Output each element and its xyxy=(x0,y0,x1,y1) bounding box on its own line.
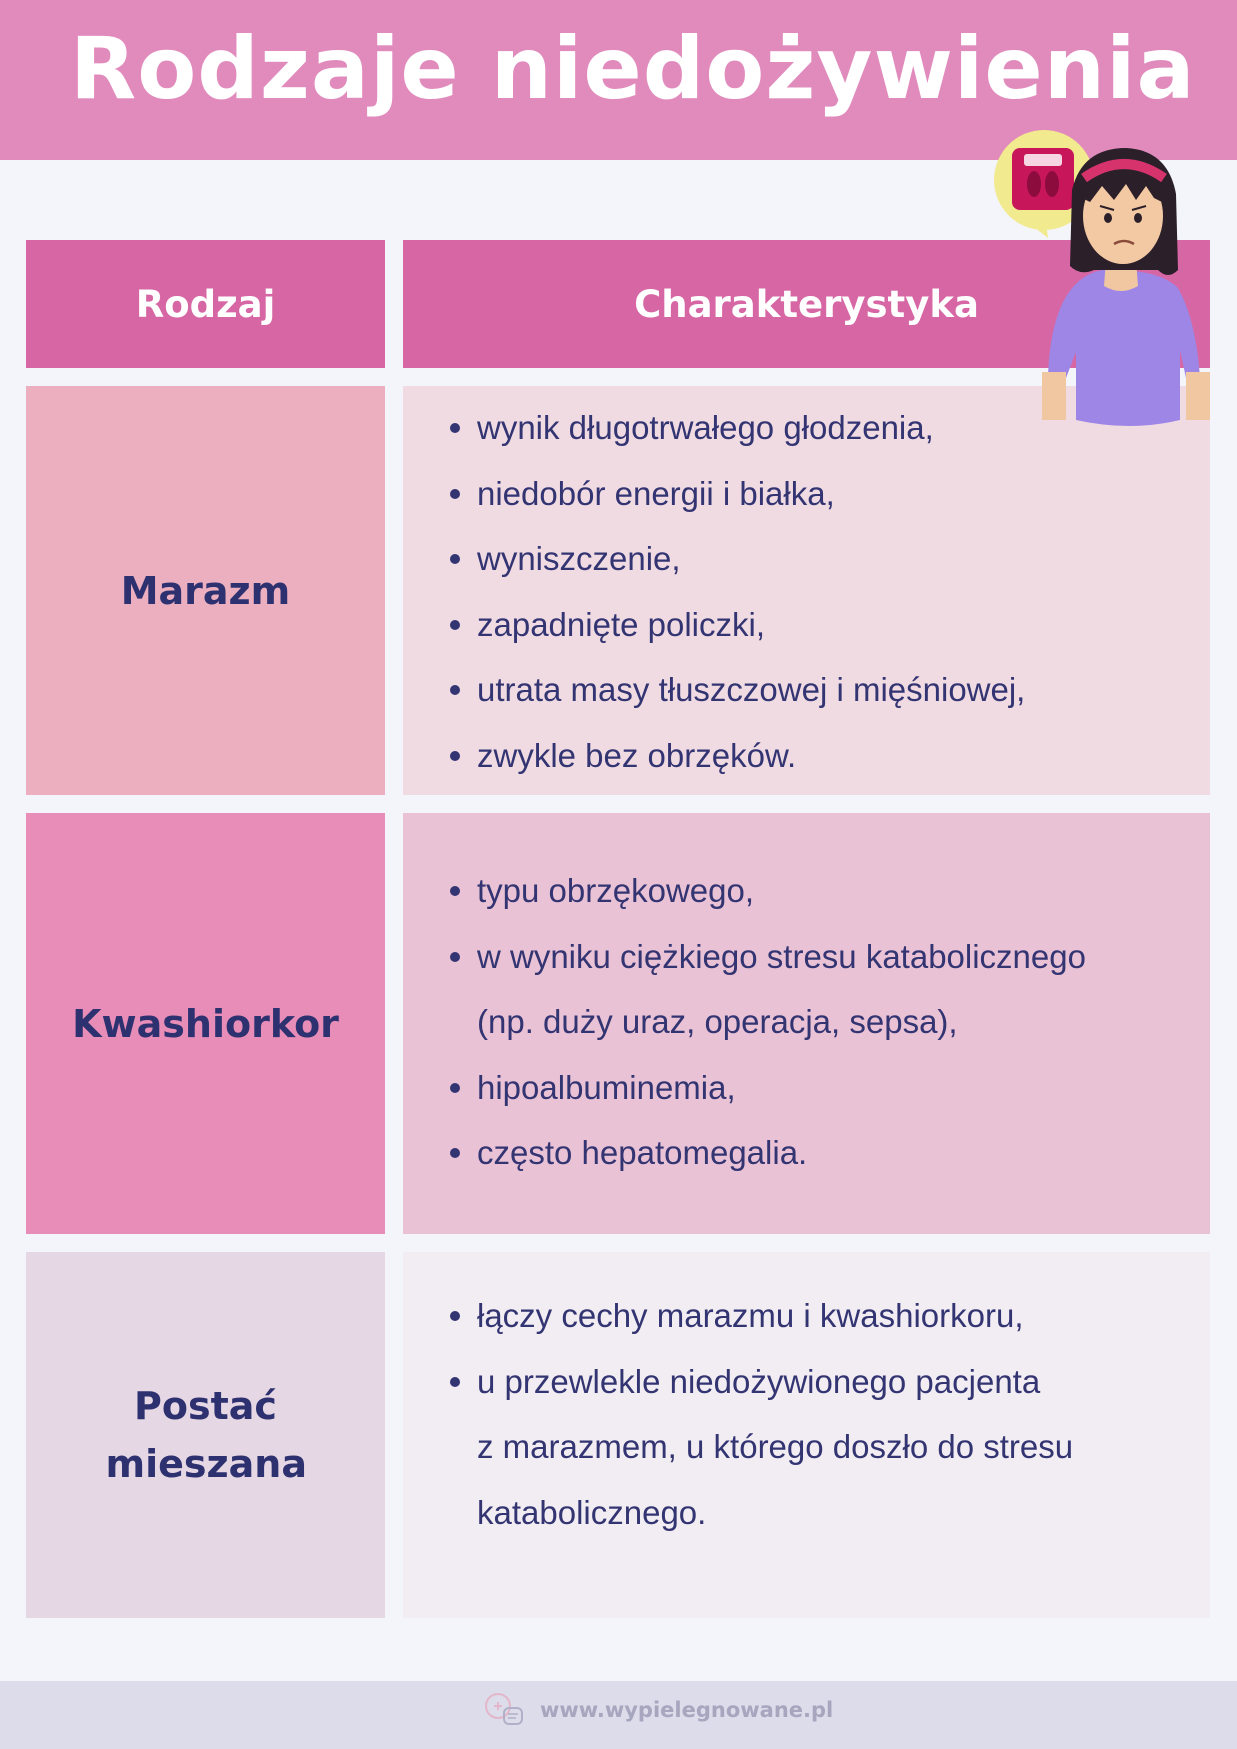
bullet-dot xyxy=(450,1377,460,1387)
list-item: zapadnięte policzki, xyxy=(477,592,1210,658)
bullet-dot xyxy=(450,1148,460,1158)
list-item-continuation: (np. duży uraz, operacja, sepsa), xyxy=(477,1003,958,1040)
list-item: wynik długotrwałego głodzenia, xyxy=(477,395,1210,461)
bullet-dot xyxy=(450,886,460,896)
bullet-dot xyxy=(450,620,460,630)
list-item: wyniszczenie, xyxy=(477,526,1210,592)
bullet-dot xyxy=(450,952,460,962)
list-item: w wyniku ciężkiego stresu katabolicznego xyxy=(477,924,1210,990)
column-header-type: Rodzaj xyxy=(26,240,385,368)
row-description-kwashiorkor xyxy=(403,813,1210,1234)
bullet-dot xyxy=(450,489,460,499)
bullet-list xyxy=(403,395,1210,788)
row-type-marazm: Marazm xyxy=(26,386,385,795)
list-item-continuation: katabolicznego. xyxy=(477,1493,707,1531)
list-item: często hepatomegalia. xyxy=(477,1120,1210,1186)
bullet-dot xyxy=(450,685,460,695)
list-item: u przewlekle niedożywionego pacjenta xyxy=(477,1349,1210,1415)
row-type-kwashiorkor: Kwashiorkor xyxy=(26,813,385,1234)
list-item: utrata masy tłuszczowej i mięśniowej, xyxy=(477,657,1210,723)
row-description-mixed xyxy=(403,1252,1210,1618)
bullet-dot xyxy=(450,751,460,761)
bullet-dot xyxy=(450,554,460,564)
bullet-dot xyxy=(450,1311,460,1321)
list-item: łączy cechy marazmu i kwashiorkoru, xyxy=(477,1283,1210,1349)
row-type-mixed xyxy=(26,1252,385,1618)
bullet-list xyxy=(403,1283,1210,1545)
list-item: niedobór energii i białka, xyxy=(477,461,1210,527)
bullet-dot xyxy=(450,1083,460,1093)
list-item: hipoalbuminemia, xyxy=(477,1055,1210,1121)
bullet-list xyxy=(403,858,1210,1186)
footer-url[interactable]: www.wypielegnowane.pl xyxy=(540,1698,834,1722)
page-title: Rodzaje niedożywienia xyxy=(70,19,1196,119)
woman-on-scale-illustration xyxy=(990,120,1212,430)
list-item: typu obrzękowego, xyxy=(477,858,1210,924)
column-header-description-label: Charakterystyka xyxy=(634,282,979,326)
row-type-mixed-label: Postać mieszana xyxy=(105,1384,307,1486)
list-item: zwykle bez obrzęków. xyxy=(477,723,1210,789)
row-description-marazm xyxy=(403,386,1210,795)
site-logo-icon xyxy=(482,1690,526,1730)
list-item-continuation: z marazmem, u którego doszło do stresu xyxy=(477,1428,1074,1465)
bullet-dot xyxy=(450,423,460,433)
